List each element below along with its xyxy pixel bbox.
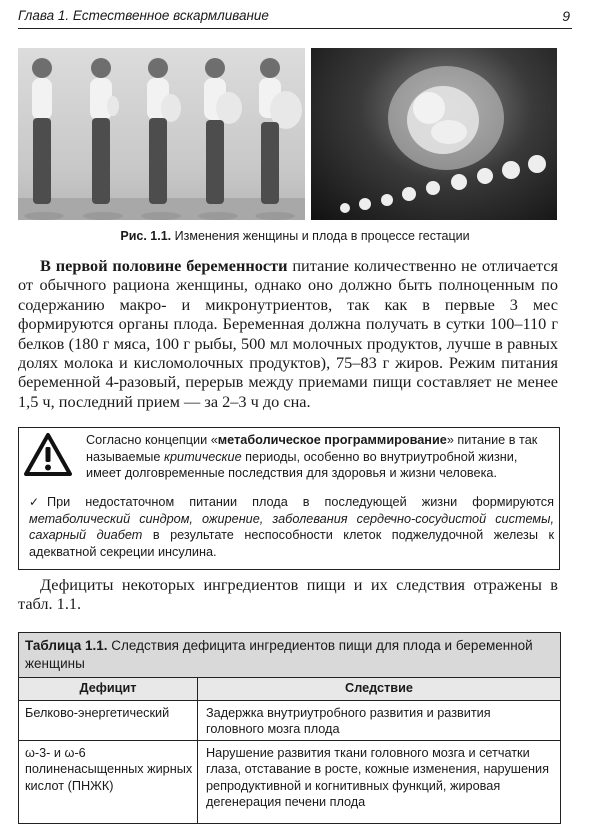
page-number: 9 xyxy=(562,8,570,24)
paragraph-first-half-pregnancy xyxy=(18,256,558,411)
paragraph-text: питание количественно не отличается от обычного рациона женщины, однако оно должно быть полноценным по содержанию макро- и микронутриентов, так как в первые 3 мес формируются органы плода. Беременная должна получать в сутки 100–110 г белков (180 г мяса, 100 г рыбы, 500 мл молочных продуктов, лучше в равных долях молока и кисломолочных продуктов), 75–83 г жиров. Режим питания беременной 4-разовый, перерыв между приемами пищи составляет не менее 1,5 ч, последний прием — за 2–3 ч до сна. xyxy=(18,256,558,411)
table-title-text: Следствия дефицита ингредиентов пищи для плода и беременной женщины xyxy=(25,638,533,671)
note-emphasis: критические xyxy=(164,449,242,464)
table-cell-deficit: ω-3- и ω-6 полиненасыщенных жирных кислот (ПНЖК) xyxy=(25,746,193,793)
note-text: в результате неспособности клеток поджелудочной железы к адекватной секреции инсулина. xyxy=(29,528,555,559)
figure-caption-text: Изменения женщины и плода в процессе гестации xyxy=(171,229,470,243)
table-cell-consequence: Задержка внутриутробного развития и развития головного мозга плода xyxy=(206,706,491,737)
note-metabolic-programming xyxy=(86,432,554,482)
chapter-title: Глава 1. Естественное вскармливание xyxy=(18,8,269,23)
table-header-deficit: Дефицит xyxy=(79,681,137,695)
note-text: периоды, особенно во внутриутробной жизни, имеет долговременные последствия для здоровья и жизни человека. xyxy=(86,449,518,480)
warning-triangle-icon xyxy=(23,432,73,478)
note-text: » питание в так называемые xyxy=(86,433,538,464)
table-title xyxy=(19,633,560,678)
table-row xyxy=(19,701,560,741)
table-cell-consequence: Нарушение развития ткани головного мозга и сетчатки глаза, отставание в росте, кожные изменения, нарушения репродуктивной и когнитивных функций, жировая дегенерация печени плода xyxy=(206,746,550,809)
figure-label: Рис. 1.1. xyxy=(120,229,172,243)
table-header-row xyxy=(19,678,560,701)
table-header-consequence: Следствие xyxy=(345,681,413,695)
paragraph-table-reference: Дефициты некоторых ингредиентов пищи и их следствия отражены в табл. 1.1. xyxy=(18,575,558,614)
table-label: Таблица 1.1. xyxy=(25,638,108,653)
table-cell-deficit: Белково-энергетический xyxy=(25,706,170,720)
note-text: При недостаточном питании плода в последующей жизни формируются xyxy=(47,495,554,509)
note-emphasis: метаболический синдром, ожирение, заболевания сердечно-сосудистой системы, сахарный диабет xyxy=(29,511,554,542)
pregnancy-stages-photo xyxy=(18,48,305,220)
note-undernutrition xyxy=(29,494,554,560)
page-header xyxy=(18,6,572,29)
paragraph-lead: В первой половине беременности xyxy=(40,256,288,275)
table-1-1 xyxy=(18,632,561,824)
fetal-development-photo xyxy=(311,48,557,220)
warning-note-box xyxy=(18,427,560,570)
note-text: Согласно концепции « xyxy=(86,433,218,447)
note-term: метаболическое программирование xyxy=(217,433,447,447)
checkmark-icon: ✓ xyxy=(29,495,40,509)
figure-caption xyxy=(0,229,590,243)
table-row xyxy=(19,741,560,823)
